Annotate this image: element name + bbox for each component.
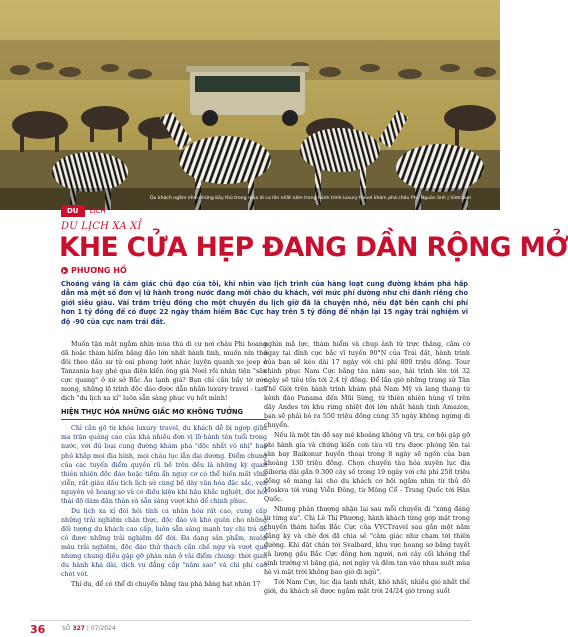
issue-number: 327 [72,625,85,632]
article-author [61,266,127,275]
issue-info: SỐ 327 | 07/2024 [62,625,116,632]
paragraph: Thí dụ, để có thể di chuyển bằng tàu phá băng hạt nhân 17 [71,581,261,589]
paragraph: Chỉ cần gõ từ khóa luxury travel, du khách dễ bị ngợp giữa ma trận quảng cáo của khá nhiều đơn vị lữ hành tên tuổi trong nước, với đủ loại cung đường khám phá "độc nhất vô nhị" bao phủ khắp mọi địa hình, mọi châu lục lẫn đại dương. Điểm chung của các tuyến điểm quyến rũ bề trên đều là những kỳ quan thiên nhiên độc đáo hoặc tiềm ẩn nguy cơ có thể biến mất vĩnh viễn, rất giàu dấu tích lịch sử cùng bề dày văn hóa đặc sắc, vẹn nguyên vẻ hoang sơ và có điều kiện khí hậu khắc nghiệt, đòi hỏi thái độ dám đấn thân và sẵn sàng vượt khó để chinh phục. [61,425,267,505]
safari-zebra-illustration [0,0,500,210]
photo-caption: Du khách ngắm nhìn những bầy thú trong mùa di cư lớn nhất năm trong hành trình luxury travel khám phá châu Phi. Nguồn ảnh | Vietravel [150,196,471,201]
page-footer [0,620,500,637]
section-tag-primary: DU [61,205,85,217]
article-headline: KHE CỬA HẸP ĐANG DẦN RỘNG MỞ [59,232,568,263]
page-number: 36 [30,623,46,636]
paragraph: Tới Nam Cực, lục địa lạnh nhất, khô nhất, nhiều gió nhất thế giới, du khách sẽ được ngắm mặt trời 24/24 giờ trong suốt [264,579,470,596]
hero-photo [0,0,500,210]
author-name: PHƯƠNG HỒ [71,266,127,275]
paragraph: Nhưng phân thượng nhận lại sau mỗi chuyến đi "xứng đáng từ từng xu". Chị Lê Thị Phương, hành khách từng góp mặt trong chuyến thám hiểm Bắc Cực của VYCTravel sau gần một năm đằng ký và chờ đợi đã chia sẻ "cảm giác như chạm tới thiên đường. Khi đặt chân tới Svalbard, khu vực hoang sơ băng tuyết và lượng gấu Bắc Cực đông hơn người, nơi cây cối không thể sinh trưởng vì băng giá, nơi ngày và đêm tan vào nhau suốt mùa hè vì mặt trời không bao giờ đi ngủ". [264,505,470,577]
article-column-left [61,340,267,590]
section-tag [61,205,111,217]
footer-divider [30,620,470,621]
article-column-right [264,340,470,597]
article-kicker: DU LỊCH XA XỈ [61,221,142,232]
paragraph: Du lịch xa xỉ đòi hỏi tính cá nhân hóa rất cao, cung cấp những trải nghiệm chân thực, độc đáo và khó quên cho những đối tượng du khách cao cấp, luôn sẵn sàng mạnh tay chi trả để có được những trải nghiệm để đời. Đa dạng sản phẩm, muôn màu trải nghiệm, độc đáo thử thách cần chế ngự và vượt qua nhưng chung điều gặp gỡ phàn nàn ở vài điểm chung: thời gian du hành khá dài, dịch vụ đẳng cấp "năm sao" và chi phí cao chót vót. [61,507,267,579]
play-icon [61,267,68,274]
paragraph: nghìn mã lực, thám hiểm và chụp ảnh từ trực thăng, cắm cờ ngay tại đỉnh cực bắc vĩ tuyến 90°N của Trái đất, hành trình của bạn sẽ kéo dài 17 ngày với chi phí 800 triệu đồng. Tour chinh phục Nam Cực bằng tàu nâm sao, hải trình lên tới 32 ngày sẽ tiêu tốn tới 2,4 tỷ đồng. Để lần giờ những trang sử Tân Thế Giới trên hành trình khám phá Nam Mỹ và lang thang từ kênh đào Panama đến Mũi Sừng, từ thiên nhiên hùng vĩ trên dãy Andes tới khu rừng nhiệt đới lớn nhất hành tinh Amazon, bạn sẽ phải bỏ ra 550 triệu đồng cùng 35 ngày không ngừng di chuyển. [264,341,470,430]
article-lead: Choáng váng là cảm giác chủ đạo của tôi, khi nhìn vào lịch trình của hàng loạt cung đường khám phá hấp dẫn mà một số đơn vị lữ hành trong nước đang mời chào du khách, với mức phí dường như chỉ dành riêng cho giới siêu giàu. Vài trăm triệu đồng cho một chuyến du lịch giờ đã là chuyện nhỏ, nếu đặt bên cạnh chi phí hơn 1 tỷ đồng để có được 22 ngày thám hiểm Bắc Cực hay trên 5 tỷ đồng để nhận lại 15 ngày trải nghiệm vi độ -90 của cực nam trái đất. [61,280,468,326]
section-tag-secondary: LỊCH [89,207,106,215]
issue-date: 07/2024 [90,625,116,632]
paragraph: Muốn tận mắt ngắm nhìn mùa thú di cư nơi châu Phi hoang dã hoặc thám hiểm băng đảo lớn nhất hành tinh, muốn nín thở đôi theo dấu sư tử oai phong lướt nhác luyện quanh xe jeep ở Tanzania hay ghé qua điện kiến ông già Noel rồi nhân tiện "săn cực quang" ở xứ sở Bắc Âu lạnh giá? Bạn chỉ cần bấy tờ ước mong, những lộ trình độc đáo được dẫn nhãn luxury travel - tạm dịch "du lịch xa xỉ" luôn sẵn sàng phục vụ hết mình! [61,341,267,403]
subheading: HIỆN THỰC HÓA NHỮNG GIẤC MƠ KHÔNG TƯỞNG [61,408,267,420]
issue-label: SỐ [62,625,71,632]
paragraph: Nếu là một tín đồ say mê khoảng không vũ trụ, cơ hội gặp gỡ phi hành gia và chứng kiến con tàu vũ trụ được phóng lên tại sân bay Baikonur huyền thoại trong 8 ngày sẽ ngốn của bạn khoảng 130 triệu đồng. Chọn chuyến tàu hỏa xuyên lục địa Siberia dài gần 9.300 cây số trong 19 ngày với chi phí 258 triệu đồng sẽ mang lại cho du khách cơ hội ngắm nhìn từ thủ đô Moskva tới vùng Viễn Đông, từ Mông Cổ - Trung Quốc tới Hàn Quốc. [264,432,470,503]
